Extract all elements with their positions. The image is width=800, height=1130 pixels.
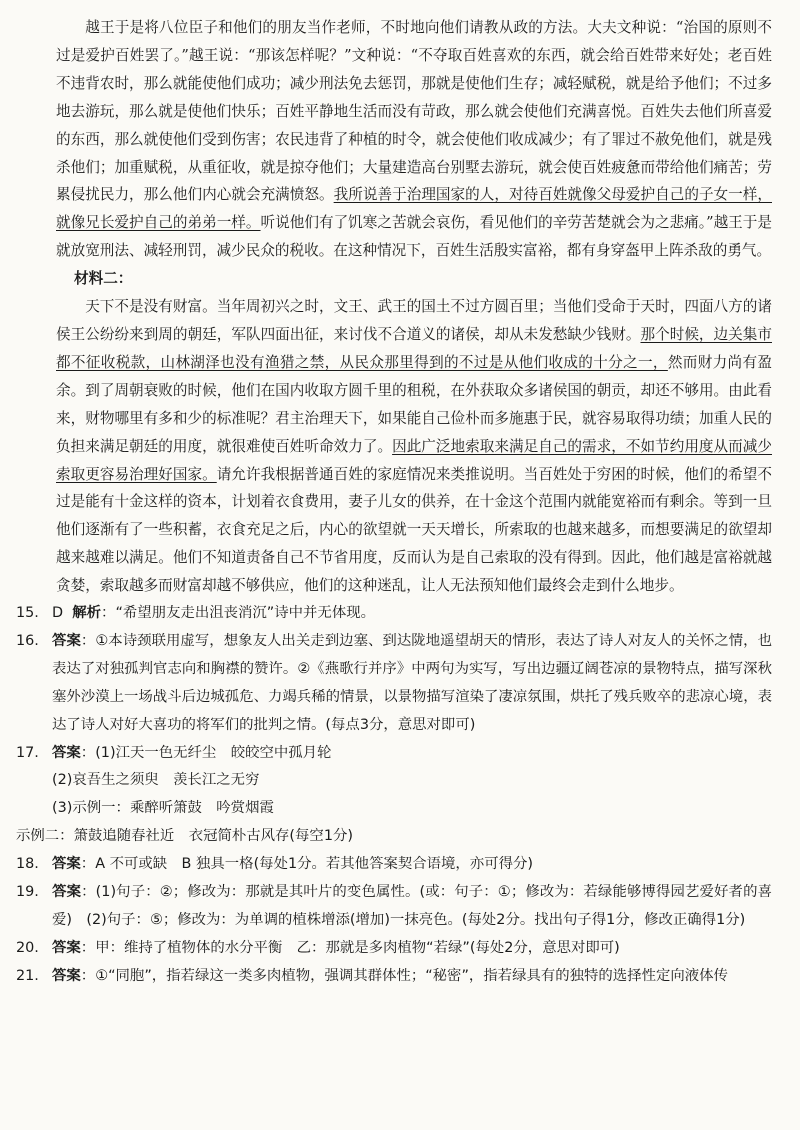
answer-line-3: (3)示例一：乘醉听箫鼓 吟赏烟霞 [52, 800, 274, 817]
material1-underlined-text: 我所说善于治理国家的人，对待百姓就像父母爱护自己的子女一样，就像兄长爱护自己的弟弟一样。 [56, 186, 772, 232]
answer-text: ：“希望朋友走出沮丧消沉”诗中并无体现。 [101, 605, 375, 622]
answer-label: 答案 [52, 744, 81, 761]
answer-number: 15. [16, 605, 39, 622]
answer-number: 20. [16, 939, 39, 956]
answer-20 [16, 935, 772, 963]
material2-underlined-2: 因此广泛地索取来满足自己的需求，不如节约用度从而减少索取更容易治理好国家。 [56, 437, 772, 483]
answer-text: ：①本诗颈联用虚写，想象友人出关走到边塞、到达陇地遥望胡天的情形，表达了诗人对友人的关怀之情，也表达了对独孤判官志向和胸襟的赞许。②《燕歌行并序》中两句为实写，写出边疆辽阔苍凉的景物特点，描写深秋塞外沙漠上一场战斗后边城孤危、力竭兵稀的情景，以景物描写渲染了凄凉氛围，烘托了残兵败卒的悲凉心境，表达了诗人对好大喜功的将军们的批判之情。(每点3分，意思对即可) [52, 632, 772, 733]
answer-text: ：甲：维持了植物体的水分平衡 乙：那就是多肉植物“若绿”(每处2分，意思对即可) [80, 939, 620, 956]
answer-19 [16, 879, 772, 935]
answer-label: 答案 [52, 939, 81, 956]
material1-paragraph [56, 14, 772, 265]
material2-text-3: 请允许我根据普通百姓的家庭情况来类推说明。当百姓处于穷困的时候，他们的希望不过是能有十金这样的资本，计划着衣食费用，妻子儿女的供养，在十金这个范围内就能宽裕而有剩余。等到一旦他们逐渐有了一些积蓄，衣食充足之后，内心的欲望就一天天增长，所索取的也越来越多，而想要满足的欲望却越来越难以满足。他们不知道责备自己不节省用度，反而认为是自己索取的没有得到。因此，他们越是富裕就越贪婪，索取越多而财富却越不够供应，他们的这种迷乱，让人无法预知他们最终会走到什么地步。 [56, 465, 772, 595]
answer-choice: D [52, 605, 64, 622]
answer-number: 16. [16, 632, 39, 649]
answer-17 [16, 740, 772, 852]
answer-text: ：①“同胞”，指若绿这一类多肉植物，强调其群体性；“秘密”，指若绿具有的独特的选择性定向液体传 [80, 967, 728, 984]
answer-18 [16, 851, 772, 879]
answer-21 [16, 963, 772, 991]
material2-text-2: 然而财力尚有盈余。到了周朝衰败的时候，他们在国内收取方圆千里的租税，在外获取众多诸侯国的朝贡，却还不够用。由此看来，财物哪里有多和少的标准呢？君主治理天下，如果能自己俭朴而多施惠于民，就容易取得功绩；加重人民的负担来满足朝廷的用度，就很难使百姓听命效力了。 [56, 353, 772, 455]
answer-label: 答案 [52, 632, 81, 649]
answer-line-4: 示例二：箫鼓追随春社近 衣冠简朴古风存(每空1分) [16, 828, 353, 845]
answer-number: 21. [16, 967, 39, 984]
answer-label: 答案 [52, 967, 81, 984]
material2-text-1: 天下不是没有财富。当年周初兴之时，文王、武王的国土不过方圆百里；当他们受命于天时，四面八方的诸侯王公纷纷来到周的朝廷，军队四面出征，来讨伐不合道义的诸侯，却从未发愁缺少钱财。 [56, 298, 772, 343]
answer-number: 17. [16, 744, 39, 761]
answer-number: 18. [16, 856, 39, 873]
answer-label: 答案 [52, 856, 81, 873]
answer-line-1: ：(1)江天一色无纤尘 皎皎空中孤月轮 [80, 744, 332, 761]
analysis-label: 解析 [72, 605, 102, 622]
answer-text: ：A 不可或缺 B 独具一格(每处1分。若其他答案契合语境，亦可得分) [80, 856, 533, 873]
answer-text: ：(1)句子：②；修改为：那就是其叶片的变色属性。(或：句子：①；修改为：若绿能够博得园艺爱好者的喜爱) (2)句子：⑤；修改为：为单调的植株增添(增加)一抹亮色。(每处2分。找出句子得1分，修改正确得1分) [52, 884, 772, 928]
material2-heading: 材料二： [74, 270, 133, 288]
answer-line-2: (2)哀吾生之须臾 羡长江之无穷 [52, 772, 260, 789]
answer-number: 19. [16, 884, 39, 901]
material1-tail-text: 听说他们有了饥寒之苦就会哀伤，看见他们的辛劳苦楚就会为之悲痛。”越王于是就放宽刑法、减轻刑罚，减少民众的税收。在这种情况下，百姓生活殷实富裕，都有身穿盔甲上阵杀敌的勇气。 [56, 214, 772, 260]
material1-text: 越王于是将八位臣子和他们的朋友当作老师，不时地向他们请教从政的方法。大夫文种说：“治国的原则不过是爱护百姓罢了。”越王说：“那该怎样呢？”文种说：“不夺取百姓喜欢的东西，就会给百姓带来好处；老百姓不违背农时，那么就能使他们成功；减少刑法免去惩罚，那就是使他们生存；减轻赋税，就是给予他们；不过多地去游玩，那么就是使他们快乐；百姓平静地生活而没有苛政，那么就会使他们充满喜悦。百姓失去他们所喜爱的东西，那么就使他们受到伤害；农民违背了种植的时令，就会使他们收成减少；有了罪过不赦免他们，就是残杀他们；加重赋税，从重征收，就是掠夺他们；大量建造高台别墅去游玩，就会使百姓疲惫而带给他们痛苦；劳累侵扰民力，那么他们内心就会充满愤怒。 [56, 19, 772, 204]
material2-paragraph [56, 293, 772, 600]
answer-list [16, 600, 772, 991]
answer-15 [16, 600, 772, 628]
answer-16 [16, 628, 772, 740]
answer-label: 答案 [52, 884, 82, 901]
material2-underlined-1: 那个时候，边关集市都不征收税款，山林湖泽也没有渔猎之禁，从民众那里得到的不过是从他们收成的十分之一， [56, 325, 772, 371]
